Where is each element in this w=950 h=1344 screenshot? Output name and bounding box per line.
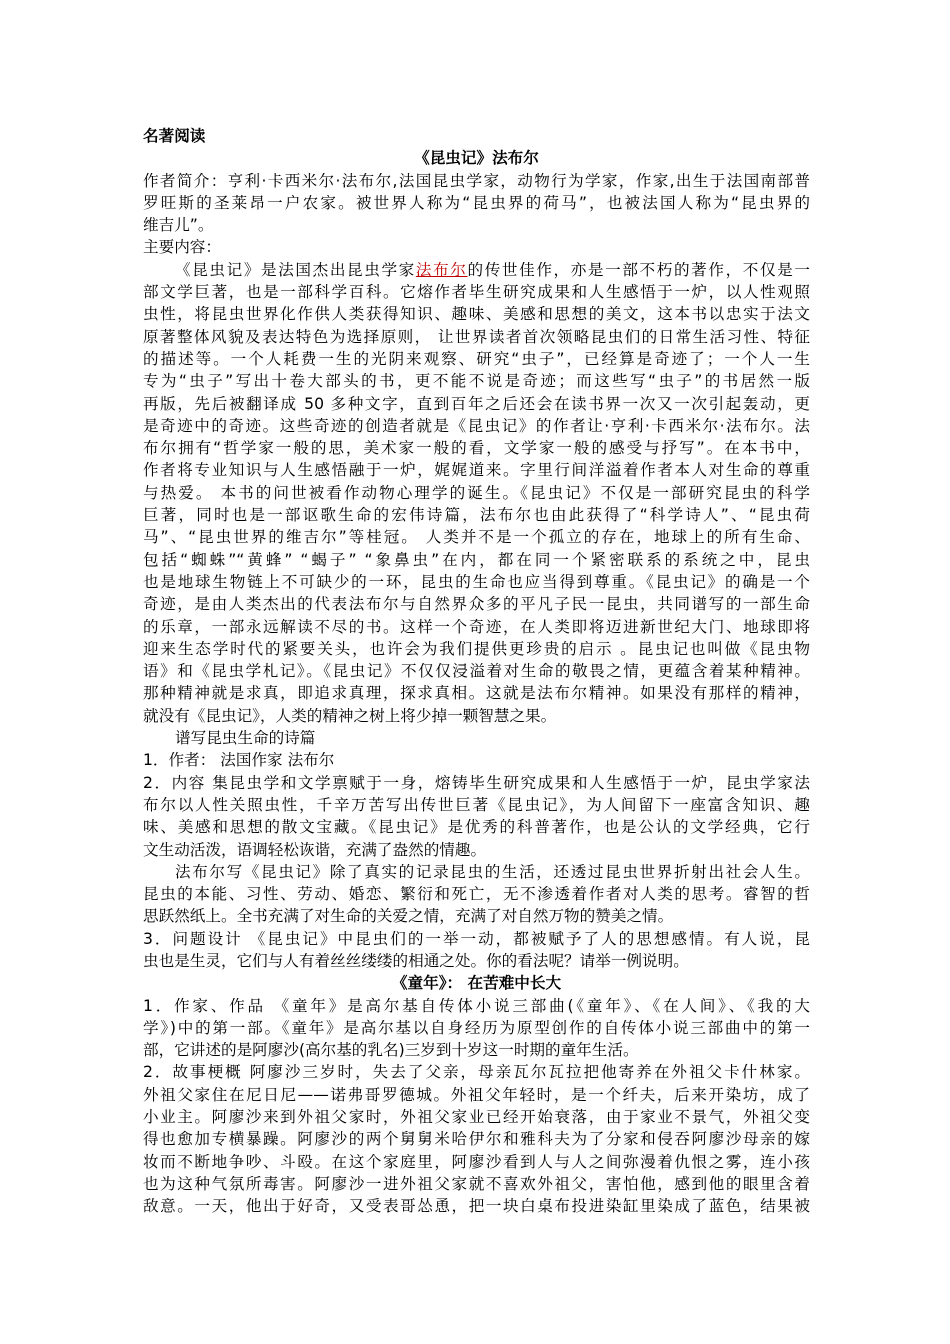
text-line: 作者将专业知识与人生感悟融于一炉，娓娓道来。字里行间洋溢着作者本人对生命的尊重 (143, 461, 810, 480)
text-line: 是奇迹中的奇迹。这些奇迹的创造者就是《昆虫记》的作者让·亨利·卡西米尔·法布尔。法 (143, 416, 810, 435)
text-line: 部文学巨著，也是一部科学百科。它熔作者毕生研究成果和人生感悟于一炉，以人性观照 (143, 283, 810, 302)
author-link[interactable]: 法布尔 (415, 260, 468, 279)
text-line (143, 259, 810, 281)
book-title-childhood: 《童年》： 在苦难中长大 (391, 974, 562, 993)
text-line: 敌意。一天，他出于好奇，又受表哥怂恿，把一块白桌布投进染缸里染成了蓝色，结果被 (143, 1197, 810, 1216)
text-line: 再版，先后被翻译成 50 多种文字，直到百年之后还会在读书界一次又一次引起轰动，更 (143, 394, 810, 413)
subtitle-poem: 谱写昆虫生命的诗篇 (175, 729, 316, 748)
text-line: 罗旺斯的圣莱昂一户农家。被世界人称为“昆虫界的荷马”，也被法国人称为“昆虫界的 (143, 193, 810, 212)
main-content-label: 主要内容： (143, 238, 221, 257)
text-line: 外祖父家住在尼日尼——诺弗哥罗德城。外祖父年轻时，是一个纤夫，后来开染坊，成了 (143, 1085, 810, 1104)
text-line: 马”、“昆虫世界的维吉尔”等桂冠。 人类并不是一个孤立的存在，地球上的所有生命、 (143, 528, 810, 547)
text-line: 布尔拥有“哲学家一般的思，美术家一般的看，文学家一般的感受与抒写”。在本书中， (143, 439, 810, 458)
text-line: 包括“蜘蛛”“黄蜂” “蝎子” “象鼻虫”在内，都在同一个紧密联系的系统之中，昆虫 (143, 550, 810, 569)
text-line: 文生动活泼，语调轻松诙谐，充满了盎然的情趣。 (143, 840, 487, 859)
text-line: 语》和《昆虫学札记》。《昆虫记》不仅仅浸溢着对生命的敬畏之情，更蕴含着某种精神。 (143, 662, 810, 681)
text-line: 法布尔写《昆虫记》除了真实的记录昆虫的生活，还透过昆虫世界折射出社会人生。 (175, 862, 810, 881)
text-line: 2．内容 集昆虫学和文学禀赋于一身，熔铸毕生研究成果和人生感悟于一炉，昆虫学家法 (143, 773, 810, 792)
text-line: 那种精神就是求真，即追求真理，探求真相。这就是法布尔精神。如果没有那样的精神， (143, 684, 810, 703)
paragraph (143, 861, 810, 928)
list-item (143, 1061, 810, 1217)
text-line: 3．问题设计 《昆虫记》中昆虫们的一举一动，都被赋予了人的思想感情。有人说，昆 (143, 929, 810, 948)
author-intro (143, 170, 810, 237)
text-line: 也为这种气氛所毒害。阿廖沙一进外祖父家就不喜欢外祖父，害怕他，感到他的眼里含着 (143, 1174, 810, 1193)
text-line: 思跃然纸上。全书充满了对生命的关爱之情，充满了对自然万物的赞美之情。 (143, 907, 674, 926)
text-line: 的描述等。一个人耗费一生的光阴来观察、研究“虫子”，已经算是奇迹了；一个人一生 (143, 349, 810, 368)
list-item: 1．作者： 法国作家 法布尔 (143, 751, 335, 770)
text-line: 奇迹，是由人类杰出的代表法布尔与自然界众多的平凡子民一昆虫，共同谱写的一部生命 (143, 595, 810, 614)
list-item (143, 928, 810, 973)
list-item (143, 995, 810, 1062)
text-line: 部，它讲述的是阿廖沙(高尔基的乳名)三岁到十岁这一时期的童年生活。 (143, 1041, 639, 1060)
text-line: 学》)中的第一部。《童年》是高尔基以自身经历为原型创作的自传体小说三部曲中的第一 (143, 1018, 810, 1037)
text-line: 虫性，将昆虫世界化作供人类获得知识、趣味、美感和思想的美文，这本书以忠实于法文 (143, 305, 810, 324)
text-line: 维吉儿”。 (143, 216, 214, 235)
text-line: 迎来生态学时代的紧要关头，也许会为我们提供更珍贵的启示 。昆虫记也叫做《昆虫物 (143, 639, 810, 658)
book-title-insects: 《昆虫记》法布尔 (414, 149, 539, 168)
document-body (143, 125, 810, 1218)
text-segment: 的传世佳作，亦是一部不朽的著作，不仅是一 (467, 260, 810, 279)
text-segment: 《昆虫记》是法国杰出昆虫学家 (175, 260, 416, 279)
text-line: 虫也是生灵，它们与人有着丝丝缕缕的相通之处。你的看法呢？请举一例说明。 (143, 951, 689, 970)
text-line: 与热爱。 本书的问世被看作动物心理学的诞生。《昆虫记》不仅是一部研究昆虫的科学 (143, 483, 810, 502)
text-line: 就没有《昆虫记》，人类的精神之树上将少掉一颗智慧之果。 (143, 706, 557, 725)
text-line: 1．作家、作品 《童年》是高尔基自传体小说三部曲(《童年》、《在人间》、《我的大 (143, 996, 810, 1015)
text-line: 巨著，同时也是一部讴歌生命的宏伟诗篇，法布尔也由此获得了“科学诗人”、“昆虫荷 (143, 506, 810, 525)
text-line: 小业主。阿廖沙来到外祖父家时，外祖父家业已经开始衰落，由于家业不景气，外祖父变 (143, 1108, 810, 1127)
text-line: 2．故事梗概 阿廖沙三岁时，失去了父亲，母亲瓦尔瓦拉把他寄养在外祖父卡什林家。 (143, 1063, 810, 1082)
text-line: 布尔以人性关照虫性，千辛万苦写出传世巨著《昆虫记》，为人间留下一座富含知识、趣 (143, 795, 810, 814)
section-heading: 名著阅读 (143, 127, 206, 145)
text-line: 作者简介：亨利·卡西米尔·法布尔,法国昆虫学家，动物行为学家，作家,出生于法国南部普 (143, 171, 810, 190)
text-line: 昆虫的本能、习性、劳动、婚恋、繁衍和死亡，无不渗透着作者对人类的思考。睿智的哲 (143, 885, 810, 904)
text-line: 妆而不断地争吵、斗殴。在这个家庭里，阿廖沙看到人与人之间弥漫着仇恨之雾，连小孩 (143, 1152, 810, 1171)
text-line: 得也愈加专横暴躁。阿廖沙的两个舅舅米哈伊尔和雅科夫为了分家和侵吞阿廖沙母亲的嫁 (143, 1130, 810, 1149)
list-item (143, 772, 810, 861)
text-line: 也是地球生物链上不可缺少的一环，昆虫的生命也应当得到尊重。《昆虫记》的确是一个 (143, 572, 810, 591)
text-line: 的乐章，一部永远解读不尽的书。这样一个奇迹，在人类即将迈进新世纪大门、地球即将 (143, 617, 810, 636)
main-content-paragraph (143, 259, 810, 727)
text-line: 专为“虫子”写出十卷大部头的书，更不能不说是奇迹；而这些写“虫子”的书居然一版 (143, 372, 810, 391)
text-line: 味、美感和思想的散文宝藏。《昆虫记》是优秀的科普著作，也是公认的文学经典，它行 (143, 818, 810, 837)
text-line: 原著整体风貌及表达特色为选择原则， 让世界读者首次领略昆虫们的日常生活习性、特征 (143, 327, 810, 346)
